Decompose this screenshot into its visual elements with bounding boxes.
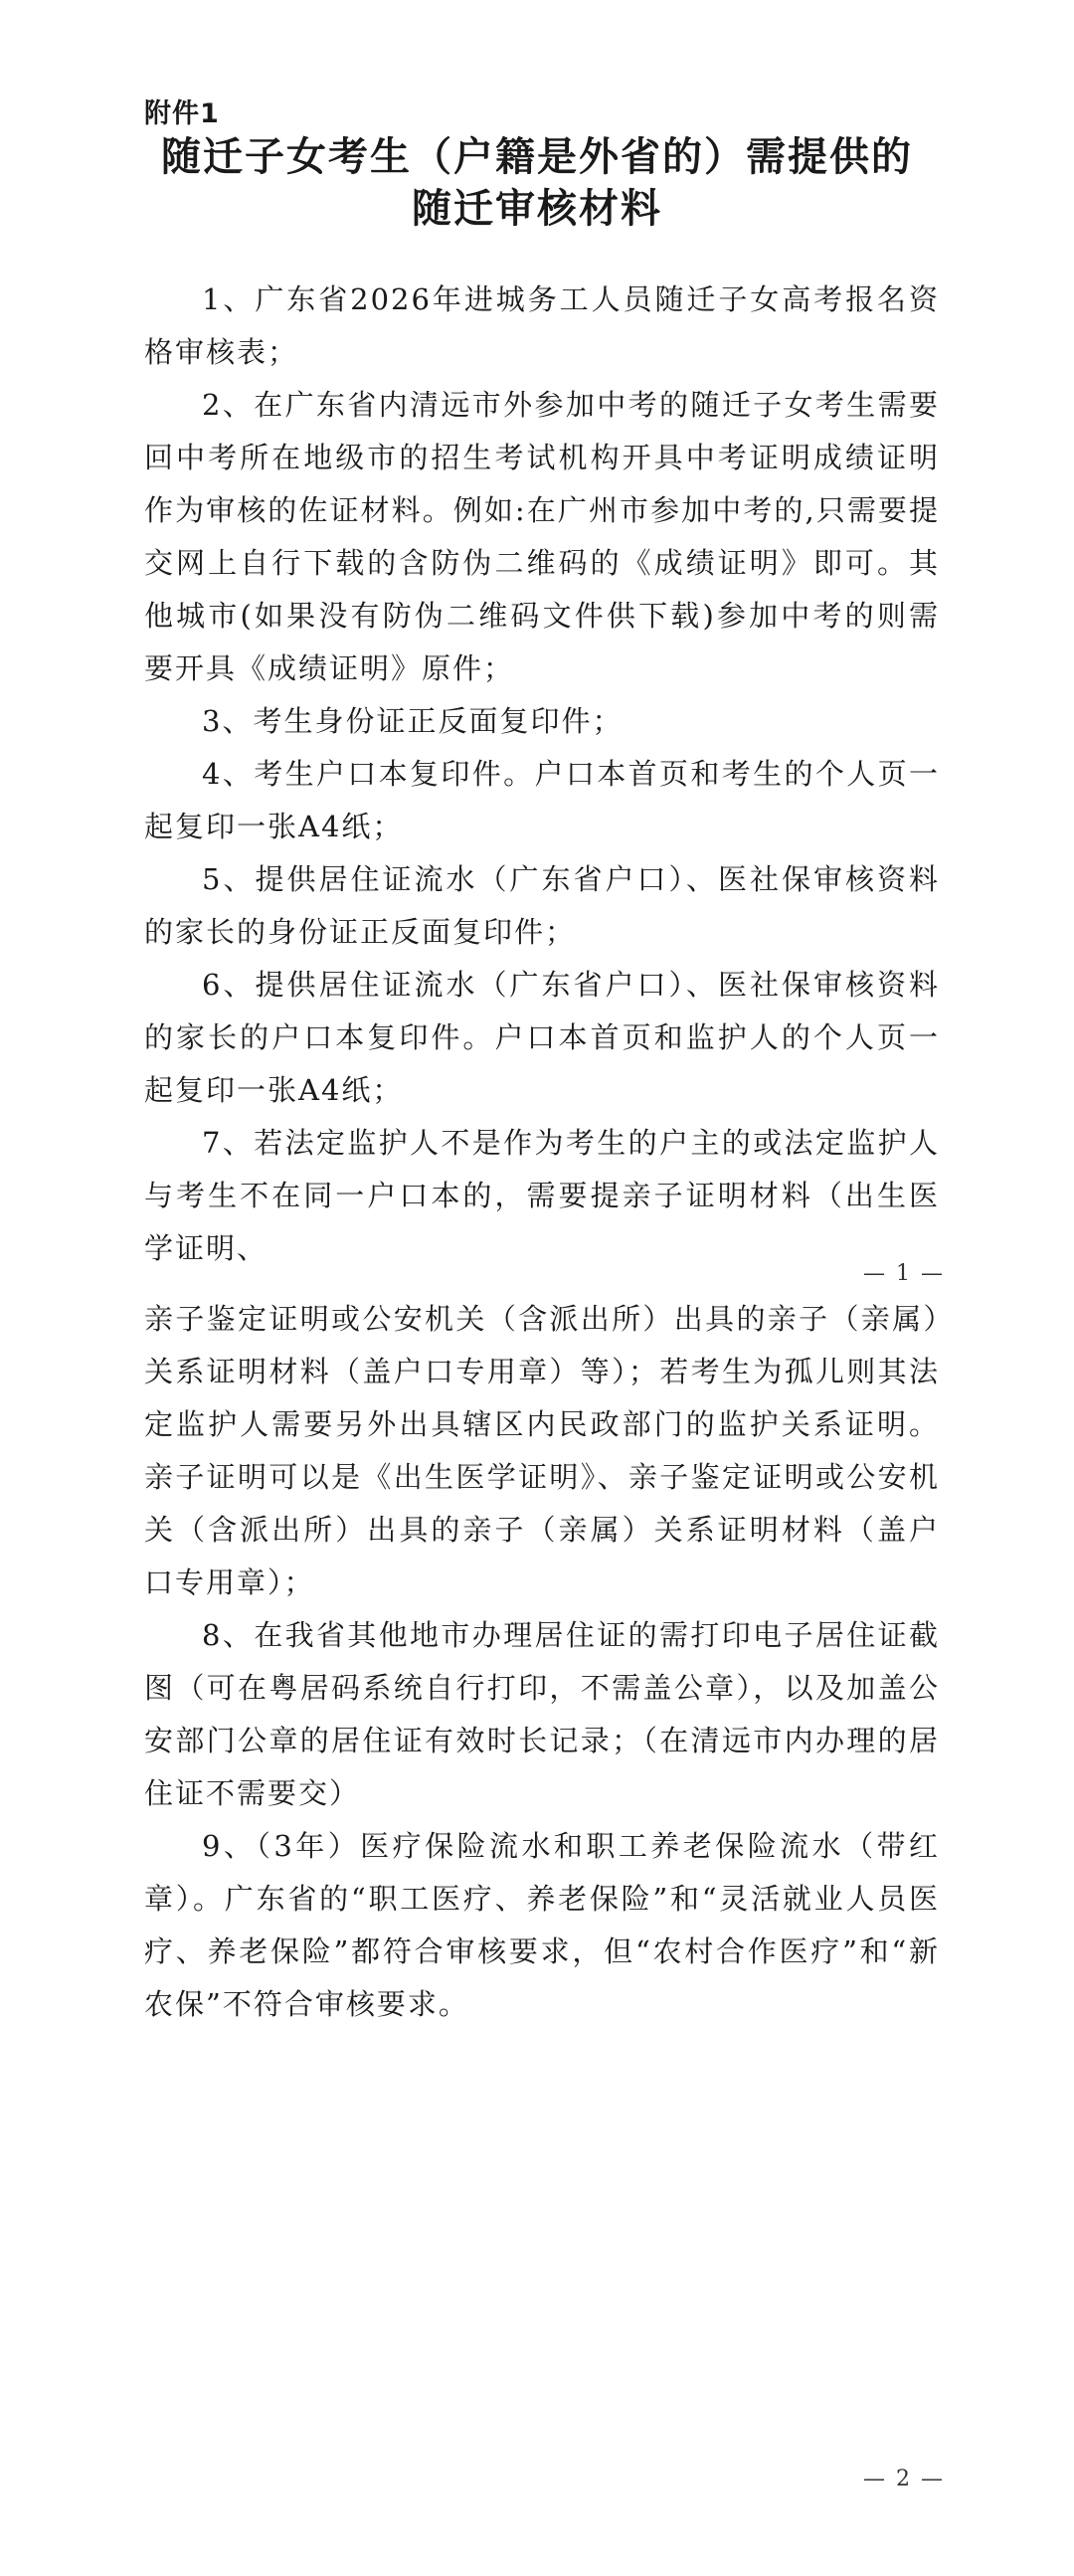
list-item-7-continuation: 亲子鉴定证明或公安机关（含派出所）出具的亲子（亲属）关系证明材料（盖户口专用章）等）；若考生为孤儿则其法定监护人需要另外出具辖区内民政部门的监护关系证明。亲子证明可以是《出生医学证明》、亲子鉴定证明或公安机关（含派出所）出具的亲子（亲属）关系证明材料（盖户口专用章）； [144, 1302, 940, 1599]
list-item-6: 6、提供居住证流水（广东省户口）、医社保审核资料的家长的户口本复印件。户口本首页和监护人的个人页一起复印一张A4纸； [144, 968, 940, 1107]
list-item-5: 5、提供居住证流水（广东省户口）、医社保审核资料的家长的身份证正反面复印件； [144, 862, 940, 949]
list-item-3: 3、考生身份证正反面复印件； [202, 704, 624, 738]
list-item-1: 1、广东省2026年进城务工人员随迁子女高考报名资格审核表； [144, 282, 940, 369]
page-number-1: — 1 — [863, 1261, 945, 1286]
page-1-body [144, 274, 940, 1275]
list-item-9: 9、（3年）医疗保险流水和职工养老保险流水（带红章）。广东省的“职工医疗、养老保险”和“灵活就业人员医疗、养老保险”都符合审核要求，但“农村合作医疗”和“新农保”不符合审核要求。 [144, 1829, 940, 2021]
document-title-line-2: 随迁审核材料 [412, 185, 662, 232]
page-number-2: — 2 — [863, 2467, 945, 2491]
document-title-line-1: 随迁子女考生（户籍是外省的）需提供的 [161, 133, 913, 180]
list-item-7: 7、若法定监护人不是作为考生的户主的或法定监护人与考生不在同一户口本的，需要提亲子证明材料（出生医学证明、 [144, 1126, 940, 1265]
list-item-8: 8、在我省其他地市办理居住证的需打印电子居住证截图（可在粤居码系统自行打印，不需盖公章），以及加盖公安部门公章的居住证有效时长记录；（在清远市内办理的居住证不需要交） [144, 1618, 940, 1810]
list-item-4: 4、考生户口本复印件。户口本首页和考生的个人页一起复印一张A4纸； [144, 757, 940, 843]
page-2-body [144, 1293, 940, 2031]
attachment-label: 附件1 [144, 98, 220, 129]
page-2 [0, 1293, 1074, 2576]
list-item-2: 2、在广东省内清远市外参加中考的随迁子女考生需要回中考所在地级市的招生考试机构开具中考证明成绩证明作为审核的佐证材料。例如:在广州市参加中考的,只需要提交网上自行下载的含防伪二维码的《成绩证明》即可。其他城市(如果没有防伪二维码文件供下载)参加中考的则需要开具《成绩证明》原件； [144, 388, 940, 685]
